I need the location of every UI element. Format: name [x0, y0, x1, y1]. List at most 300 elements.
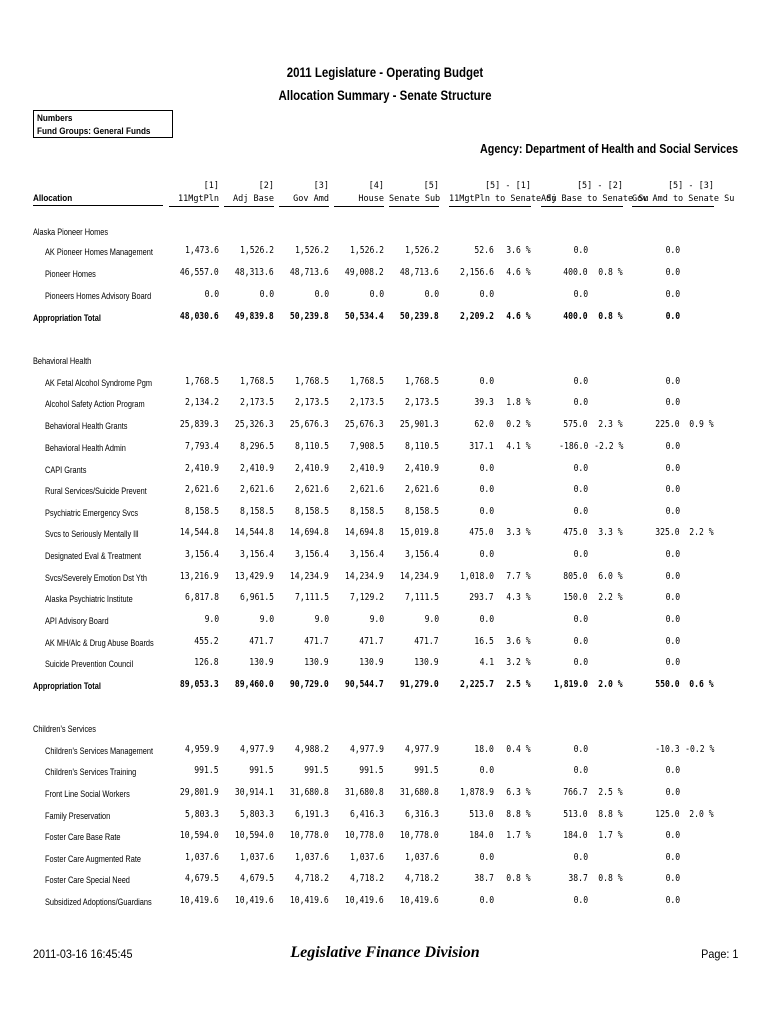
row-label: Suicide Prevention Council [45, 659, 134, 669]
cell-value: 513.0 [469, 809, 494, 820]
cell-value: 130.9 [304, 657, 329, 668]
cell-value: 0.0 [573, 245, 588, 256]
cell-value: 0.0 [665, 463, 680, 474]
row-label: Alaska Psychiatric Institute [45, 594, 133, 604]
cell-value: 6,416.3 [349, 809, 384, 820]
cell-value: 2,173.5 [294, 397, 329, 408]
cell-value: 25,676.3 [345, 419, 384, 430]
row-label: Behavioral Health Grants [45, 421, 128, 431]
cell-value: 9.0 [204, 614, 219, 625]
cell-value: 575.0 [563, 419, 588, 430]
column-header-index: [3] [313, 181, 329, 191]
column-header-index: [4] [368, 181, 384, 191]
column-header-index: [5] [423, 181, 439, 191]
cell-value: 3,156.4 [404, 549, 439, 560]
column-header [449, 180, 557, 207]
row-label: Alaska Pioneer Homes [33, 227, 109, 237]
cell-value: 15,019.8 [400, 527, 439, 538]
cell-value: 10,419.6 [345, 895, 384, 906]
report-subtitle: Allocation Summary - Senate Structure [278, 87, 492, 103]
cell-value: 91,279.0 [400, 679, 439, 690]
cell-value: 8,158.5 [184, 506, 219, 517]
cell-value: 8,110.5 [404, 441, 439, 452]
cell-value: 475.0 [563, 527, 588, 538]
cell-value: 4,988.2 [294, 744, 329, 755]
cell-value: 0.0 [573, 549, 588, 560]
cell-value: 130.9 [414, 657, 439, 668]
cell-value: 48,030.6 [180, 311, 219, 322]
cell-value: 4,679.5 [239, 873, 274, 884]
footer-timestamp: 2011-03-16 16:45:45 [33, 947, 133, 961]
cell-value: 325.0 [655, 527, 680, 538]
cell-value: 991.5 [359, 765, 384, 776]
filter-numbers: Numbers [37, 113, 73, 124]
cell-value: 13,429.9 [235, 571, 274, 582]
cell-value: 2,156.6 [459, 267, 494, 278]
cell-value: 0.0 [665, 397, 680, 408]
cell-value: 0.0 [259, 289, 274, 300]
cell-value: 2,410.9 [294, 463, 329, 474]
cell-value: 0.0 [479, 484, 494, 495]
cell-value: 0.0 [665, 895, 680, 906]
cell-value: 2,621.6 [349, 484, 384, 495]
table-row [0, 873, 770, 887]
cell-value: 3.3 % [598, 527, 623, 538]
row-label: Behavioral Health [33, 356, 92, 366]
cell-value: 3,156.4 [239, 549, 274, 560]
table-row [0, 267, 770, 281]
cell-value: 1.8 % [506, 397, 531, 408]
table-row [0, 895, 770, 909]
cell-value: 0.0 [479, 289, 494, 300]
column-header [169, 180, 219, 207]
column-header-index: [1] [203, 181, 219, 191]
cell-value: 10,419.6 [400, 895, 439, 906]
row-label: Pioneer Homes [45, 269, 96, 279]
cell-value: 991.5 [304, 765, 329, 776]
cell-value: 6.0 % [598, 571, 623, 582]
section-heading [0, 225, 770, 239]
table-row [0, 549, 770, 563]
cell-value: 0.0 [573, 744, 588, 755]
cell-value: 14,694.8 [290, 527, 329, 538]
column-header-label: Adj Base to Senate Su [541, 193, 623, 207]
cell-value: 0.0 [479, 506, 494, 517]
cell-value: 3.2 % [506, 657, 531, 668]
column-header-label: 11MgtPln [169, 193, 219, 207]
column-header-label: Senate Sub [389, 193, 439, 207]
row-label: Designated Eval & Treatment [45, 551, 141, 561]
cell-value: 184.0 [469, 830, 494, 841]
cell-value: 31,680.8 [400, 787, 439, 798]
cell-value: 0.0 [573, 657, 588, 668]
cell-value: 4,977.9 [239, 744, 274, 755]
column-header-index: [2] [258, 181, 274, 191]
cell-value: 29,801.9 [180, 787, 219, 798]
cell-value: 3,156.4 [184, 549, 219, 560]
cell-value: 0.0 [665, 571, 680, 582]
cell-value: 2,410.9 [239, 463, 274, 474]
table-row [0, 787, 770, 801]
cell-value: 0.6 % [689, 679, 714, 690]
cell-value: 0.8 % [598, 873, 623, 884]
cell-value: 14,544.8 [180, 527, 219, 538]
footer-division: Legislative Finance Division [290, 944, 480, 961]
cell-value: 0.0 [665, 311, 680, 322]
cell-value: 10,594.0 [235, 830, 274, 841]
cell-value: 48,313.6 [235, 267, 274, 278]
cell-value: 0.0 [665, 614, 680, 625]
cell-value: 6,961.5 [239, 592, 274, 603]
cell-value: 0.2 % [506, 419, 531, 430]
cell-value: 3.6 % [506, 245, 531, 256]
table-row [0, 245, 770, 259]
appropriation-total-row [0, 679, 770, 693]
cell-value: 25,839.3 [180, 419, 219, 430]
cell-value: 0.0 [665, 289, 680, 300]
row-label: Front Line Social Workers [45, 789, 130, 799]
column-header-label: Gov Amd [279, 193, 329, 207]
row-label: AK Fetal Alcohol Syndrome Pgm [45, 378, 153, 388]
cell-value: 6.3 % [506, 787, 531, 798]
cell-value: 225.0 [655, 419, 680, 430]
cell-value: 130.9 [249, 657, 274, 668]
cell-value: 1,526.2 [294, 245, 329, 256]
cell-value: 14,234.9 [345, 571, 384, 582]
cell-value: 2,621.6 [404, 484, 439, 495]
cell-value: 8.8 % [598, 809, 623, 820]
cell-value: 0.0 [573, 895, 588, 906]
table-row [0, 571, 770, 585]
cell-value: 0.0 [665, 549, 680, 560]
cell-value: 317.1 [469, 441, 494, 452]
cell-value: 10,778.0 [290, 830, 329, 841]
cell-value: -10.3 [655, 744, 680, 755]
cell-value: 9.0 [424, 614, 439, 625]
cell-value: 2.0 % [689, 809, 714, 820]
cell-value: 8,158.5 [404, 506, 439, 517]
cell-value: 0.0 [665, 830, 680, 841]
cell-value: 2,173.5 [349, 397, 384, 408]
row-label: Foster Care Special Need [45, 875, 130, 885]
cell-value: 0.0 [665, 484, 680, 495]
cell-value: 4.6 % [506, 311, 531, 322]
cell-value: 0.0 [665, 592, 680, 603]
cell-value: 0.9 % [689, 419, 714, 430]
cell-value: 2,621.6 [184, 484, 219, 495]
row-label: Children's Services [33, 724, 96, 734]
cell-value: 9.0 [259, 614, 274, 625]
column-header-index: [5] - [2] [576, 181, 623, 191]
cell-value: 513.0 [563, 809, 588, 820]
cell-value: 8,158.5 [349, 506, 384, 517]
cell-value: 455.2 [194, 636, 219, 647]
cell-value: 0.4 % [506, 744, 531, 755]
cell-value: 1,768.5 [239, 376, 274, 387]
cell-value: 1.7 % [506, 830, 531, 841]
table-row [0, 636, 770, 650]
cell-value: 9.0 [369, 614, 384, 625]
row-label: CAPI Grants [45, 465, 87, 475]
cell-value: 0.0 [573, 506, 588, 517]
footer-page-number: Page: 1 [700, 947, 738, 961]
row-label: Family Preservation [45, 811, 111, 821]
table-row [0, 484, 770, 498]
agency-label: Agency: Department of Health and Social Services [479, 142, 738, 156]
cell-value: 46,557.0 [180, 267, 219, 278]
table-row [0, 744, 770, 758]
cell-value: 7,111.5 [404, 592, 439, 603]
cell-value: 14,234.9 [290, 571, 329, 582]
section-heading [0, 722, 770, 736]
cell-value: 10,778.0 [345, 830, 384, 841]
cell-value: 5,803.3 [239, 809, 274, 820]
cell-value: 49,008.2 [345, 267, 384, 278]
cell-value: 89,053.3 [180, 679, 219, 690]
cell-value: 0.0 [573, 614, 588, 625]
cell-value: 1,526.2 [404, 245, 439, 256]
row-label: Alcohol Safety Action Program [45, 399, 145, 409]
row-label: Subsidized Adoptions/Guardians [45, 897, 152, 907]
cell-value: 471.7 [359, 636, 384, 647]
row-label: Svcs to Seriously Mentally Ill [45, 529, 139, 539]
cell-value: 0.0 [665, 873, 680, 884]
cell-value: 48,713.6 [290, 267, 329, 278]
cell-value: 1,768.5 [349, 376, 384, 387]
row-label: Foster Care Base Rate [45, 832, 121, 842]
row-label: Appropriation Total [33, 313, 101, 323]
cell-value: 2.2 % [689, 527, 714, 538]
cell-value: 0.0 [479, 463, 494, 474]
cell-value: 13,216.9 [180, 571, 219, 582]
cell-value: 0.0 [204, 289, 219, 300]
cell-value: 0.0 [665, 787, 680, 798]
row-label: Appropriation Total [33, 681, 101, 691]
cell-value: 10,419.6 [290, 895, 329, 906]
cell-value: 30,914.1 [235, 787, 274, 798]
cell-value: 0.0 [424, 289, 439, 300]
cell-value: 1.7 % [598, 830, 623, 841]
cell-value: 3.6 % [506, 636, 531, 647]
cell-value: -2.2 % [593, 441, 623, 452]
cell-value: 7,908.5 [349, 441, 384, 452]
table-row [0, 289, 770, 303]
cell-value: 25,901.3 [400, 419, 439, 430]
cell-value: 10,419.6 [235, 895, 274, 906]
cell-value: 25,326.3 [235, 419, 274, 430]
cell-value: 6,817.8 [184, 592, 219, 603]
cell-value: 7.7 % [506, 571, 531, 582]
cell-value: 6,316.3 [404, 809, 439, 820]
cell-value: 89,460.0 [235, 679, 274, 690]
cell-value: 3,156.4 [349, 549, 384, 560]
cell-value: 2,225.7 [459, 679, 494, 690]
cell-value: 10,778.0 [400, 830, 439, 841]
cell-value: 400.0 [563, 311, 588, 322]
table-row [0, 830, 770, 844]
cell-value: 0.0 [573, 636, 588, 647]
section-heading [0, 354, 770, 368]
cell-value: 1,819.0 [553, 679, 588, 690]
table-row [0, 765, 770, 779]
cell-value: 0.0 [573, 765, 588, 776]
cell-value: 2,173.5 [404, 397, 439, 408]
cell-value: 14,544.8 [235, 527, 274, 538]
cell-value: 0.0 [665, 657, 680, 668]
cell-value: 184.0 [563, 830, 588, 841]
cell-value: 2,410.9 [184, 463, 219, 474]
cell-value: 471.7 [414, 636, 439, 647]
cell-value: 1,037.6 [239, 852, 274, 863]
cell-value: 2,173.5 [239, 397, 274, 408]
cell-value: 7,129.2 [349, 592, 384, 603]
cell-value: 475.0 [469, 527, 494, 538]
cell-value: 8.8 % [506, 809, 531, 820]
cell-value: 1,768.5 [184, 376, 219, 387]
cell-value: 31,680.8 [290, 787, 329, 798]
row-label: Foster Care Augmented Rate [45, 854, 141, 864]
cell-value: 130.9 [359, 657, 384, 668]
filter-box [33, 110, 173, 138]
cell-value: 0.0 [573, 463, 588, 474]
cell-value: 39.3 [474, 397, 494, 408]
table-row [0, 397, 770, 411]
cell-value: 1,768.5 [404, 376, 439, 387]
cell-value: 2,410.9 [404, 463, 439, 474]
cell-value: 1,878.9 [459, 787, 494, 798]
cell-value: 48,713.6 [400, 267, 439, 278]
cell-value: 0.0 [665, 376, 680, 387]
cell-value: 4,959.9 [184, 744, 219, 755]
cell-value: 0.0 [479, 765, 494, 776]
cell-value: 1,037.6 [294, 852, 329, 863]
cell-value: 1,526.2 [239, 245, 274, 256]
cell-value: 4,679.5 [184, 873, 219, 884]
cell-value: 0.0 [665, 765, 680, 776]
column-header-label: Gov Amd to Senate Su [632, 193, 714, 207]
cell-value: 0.0 [665, 245, 680, 256]
cell-value: 2,621.6 [294, 484, 329, 495]
cell-value: 7,111.5 [294, 592, 329, 603]
appropriation-total-row [0, 311, 770, 325]
row-label: Svcs/Severely Emotion Dst Yth [45, 573, 148, 583]
cell-value: 4,977.9 [349, 744, 384, 755]
cell-value: 400.0 [563, 267, 588, 278]
cell-value: 0.0 [573, 484, 588, 495]
cell-value: 0.0 [665, 852, 680, 863]
cell-value: 50,534.4 [345, 311, 384, 322]
cell-value: 2,209.2 [459, 311, 494, 322]
cell-value: 6,191.3 [294, 809, 329, 820]
cell-value: 471.7 [249, 636, 274, 647]
cell-value: 2,410.9 [349, 463, 384, 474]
cell-value: 0.0 [665, 506, 680, 517]
row-label: Rural Services/Suicide Prevent [45, 486, 147, 496]
cell-value: 2.5 % [506, 679, 531, 690]
cell-value: 126.8 [194, 657, 219, 668]
cell-value: 10,594.0 [180, 830, 219, 841]
table-row [0, 527, 770, 541]
cell-value: 2.2 % [598, 592, 623, 603]
cell-value: 2.0 % [598, 679, 623, 690]
cell-value: 31,680.8 [345, 787, 384, 798]
cell-value: 0.0 [369, 289, 384, 300]
table-row [0, 376, 770, 390]
cell-value: 14,234.9 [400, 571, 439, 582]
table-row [0, 809, 770, 823]
row-label: Children's Services Training [45, 767, 137, 777]
cell-value: 62.0 [474, 419, 494, 430]
column-header-label: Adj Base [224, 193, 274, 207]
column-header [279, 180, 329, 207]
cell-value: 0.0 [665, 267, 680, 278]
row-label: Pioneers Homes Advisory Board [45, 291, 152, 301]
cell-value: 0.0 [665, 636, 680, 647]
column-header [224, 180, 274, 207]
report-title: 2011 Legislature - Operating Budget [286, 64, 484, 80]
column-header [334, 180, 384, 207]
column-header [389, 180, 439, 207]
cell-value: 52.6 [474, 245, 494, 256]
cell-value: 16.5 [474, 636, 494, 647]
cell-value: 1,018.0 [459, 571, 494, 582]
cell-value: 1,037.6 [184, 852, 219, 863]
cell-value: 2,621.6 [239, 484, 274, 495]
cell-value: 90,544.7 [345, 679, 384, 690]
cell-value: 38.7 [474, 873, 494, 884]
cell-value: 0.8 % [506, 873, 531, 884]
cell-value: 8,158.5 [294, 506, 329, 517]
cell-value: 5,803.3 [184, 809, 219, 820]
cell-value: 4.6 % [506, 267, 531, 278]
cell-value: 2,134.2 [184, 397, 219, 408]
cell-value: 2.3 % [598, 419, 623, 430]
table-row [0, 657, 770, 671]
row-label: Behavioral Health Admin [45, 443, 126, 453]
row-label: Psychiatric Emergency Svcs [45, 508, 139, 518]
cell-value: 4,718.2 [349, 873, 384, 884]
cell-value: 4,977.9 [404, 744, 439, 755]
cell-value: 38.7 [568, 873, 588, 884]
cell-value: 9.0 [314, 614, 329, 625]
cell-value: 0.0 [573, 397, 588, 408]
cell-value: 25,676.3 [290, 419, 329, 430]
cell-value: 50,239.8 [400, 311, 439, 322]
cell-value: 0.8 % [598, 311, 623, 322]
cell-value: 1,473.6 [184, 245, 219, 256]
cell-value: 150.0 [563, 592, 588, 603]
table-row [0, 506, 770, 520]
cell-value: 0.0 [479, 614, 494, 625]
row-label: API Advisory Board [45, 616, 109, 626]
table-row [0, 614, 770, 628]
cell-value: 1,037.6 [404, 852, 439, 863]
cell-value: 1,526.2 [349, 245, 384, 256]
column-header-label: House [334, 193, 384, 207]
cell-value: 0.0 [573, 852, 588, 863]
cell-value: 0.0 [479, 895, 494, 906]
column-header [541, 180, 649, 207]
cell-value: 0.0 [479, 549, 494, 560]
filter-fund-groups: Fund Groups: General Funds [37, 126, 151, 137]
table-row [0, 592, 770, 606]
cell-value: 0.8 % [598, 267, 623, 278]
cell-value: 293.7 [469, 592, 494, 603]
cell-value: 471.7 [304, 636, 329, 647]
cell-value: 90,729.0 [290, 679, 329, 690]
table-row [0, 463, 770, 477]
cell-value: -0.2 % [684, 744, 714, 755]
